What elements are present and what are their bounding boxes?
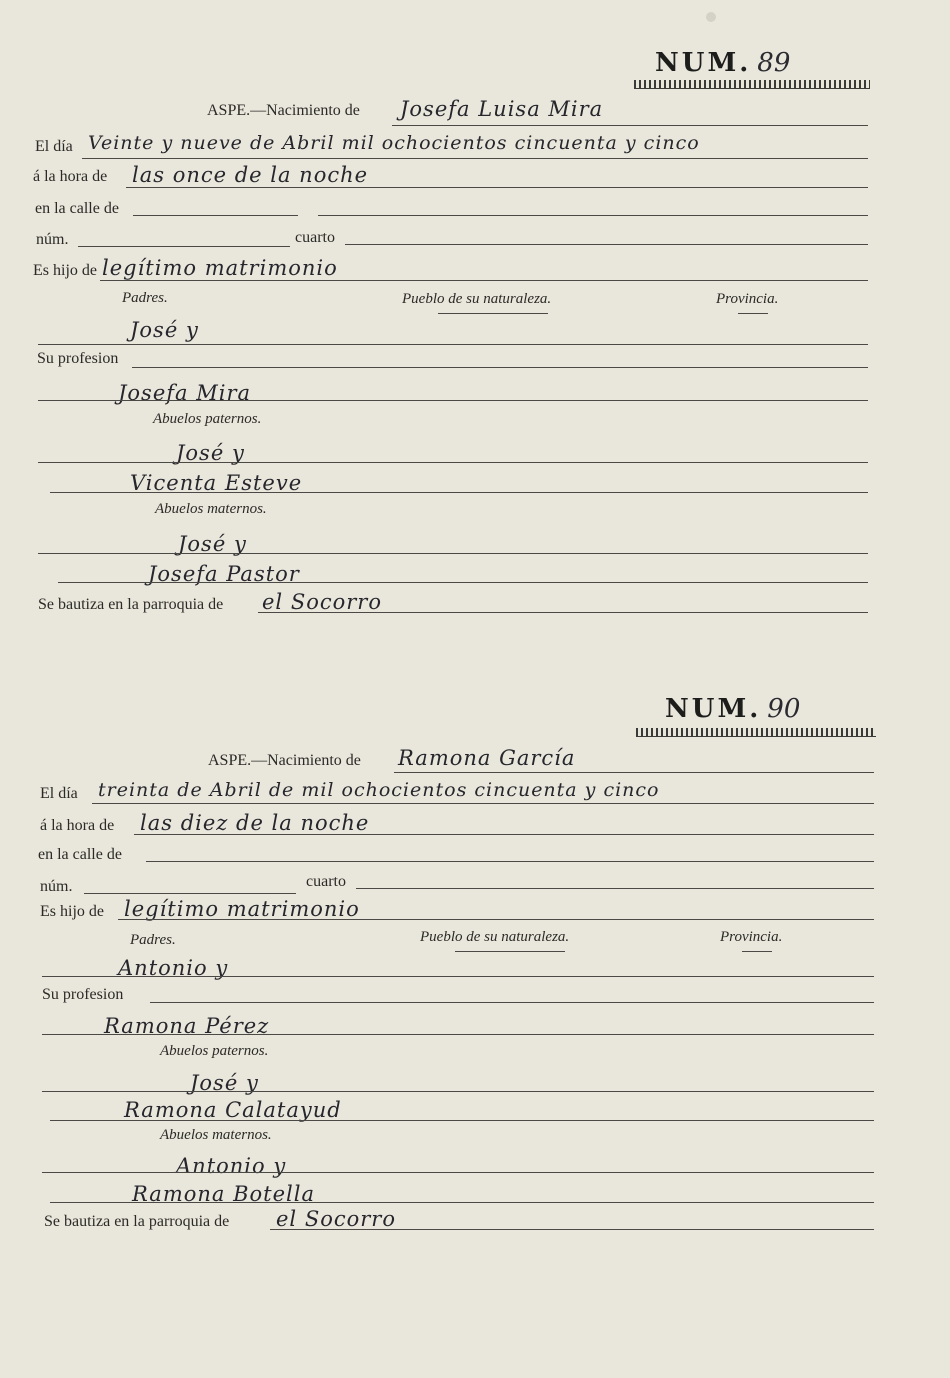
- dia-line: [92, 803, 874, 804]
- abuelo-materno-value: Antonio y: [176, 1154, 287, 1178]
- dia-value: Veinte y nueve de Abril mil ochocientos cincuenta y cinco: [88, 132, 700, 154]
- dia-value: treinta de Abril de mil ochocientos cincuenta y cinco: [98, 779, 660, 801]
- record-number: [665, 694, 800, 724]
- record-number-value: 90: [767, 694, 801, 724]
- abuela-paterna-line: [50, 492, 868, 493]
- place-label: ASPE.—Nacimiento de: [207, 102, 360, 119]
- dia-label: El día: [40, 785, 78, 802]
- padre-line: [42, 976, 874, 977]
- padre-value: José y: [130, 318, 199, 342]
- madre-value: Ramona Pérez: [104, 1014, 270, 1038]
- profesion-line: [132, 367, 868, 368]
- abuela-materna-line: [58, 582, 868, 583]
- name-line: [392, 125, 868, 126]
- abuela-materna-line: [50, 1202, 874, 1203]
- hijo-value: legítimo matrimonio: [124, 897, 360, 921]
- padre-value: Antonio y: [118, 956, 229, 980]
- abuela-materna-value: Josefa Pastor: [148, 562, 300, 586]
- padres-label: Padres.: [130, 932, 176, 948]
- parroquia-line: [258, 612, 868, 613]
- abuelo-paterno-value: José y: [190, 1071, 259, 1095]
- hora-line: [134, 834, 874, 835]
- abuela-paterna-line: [50, 1120, 874, 1121]
- pueblo-underline: [455, 951, 565, 952]
- pueblo-label: Pueblo de su naturaleza.: [420, 929, 570, 945]
- parroquia-value: el Socorro: [276, 1207, 396, 1231]
- number-ornament: [634, 80, 870, 89]
- calle-line-b: [318, 215, 868, 216]
- cuarto-line: [345, 244, 868, 245]
- madre-line: [42, 1034, 874, 1035]
- profesion-label: Su profesion: [42, 986, 124, 1003]
- parroquia-label: Se bautiza en la parroquia de: [44, 1213, 230, 1230]
- madre-line: [38, 400, 868, 401]
- abuelos-maternos-label: Abuelos maternos.: [160, 1127, 272, 1143]
- madre-value: Josefa Mira: [118, 381, 252, 405]
- provincia-label: Provincia.: [716, 291, 779, 307]
- record-number: [655, 48, 790, 78]
- hora-label: á la hora de: [40, 817, 115, 834]
- record-number-label: NUM.: [665, 694, 762, 724]
- child-name: Josefa Luisa Mira: [400, 97, 604, 121]
- record-number-label: NUM.: [655, 48, 752, 78]
- cuarto-label: cuarto: [295, 229, 335, 246]
- dia-label: El día: [35, 138, 73, 155]
- place-label: ASPE.—Nacimiento de: [208, 752, 361, 769]
- pueblo-underline: [438, 313, 548, 314]
- hijo-label: Es hijo de: [33, 262, 97, 279]
- abuela-materna-value: Ramona Botella: [132, 1182, 315, 1206]
- parroquia-line: [270, 1229, 874, 1230]
- parroquia-value: el Socorro: [262, 590, 382, 614]
- hijo-value: legítimo matrimonio: [102, 256, 338, 280]
- calle-label: en la calle de: [35, 200, 119, 217]
- abuelos-paternos-label: Abuelos paternos.: [153, 411, 262, 427]
- provincia-label: Provincia.: [720, 929, 783, 945]
- abuelo-paterno-line: [38, 462, 868, 463]
- record-number-value: 89: [757, 48, 791, 78]
- abuelo-paterno-line: [42, 1091, 874, 1092]
- pueblo-label: Pueblo de su naturaleza.: [402, 291, 552, 307]
- abuela-paterna-value: Ramona Calatayud: [124, 1098, 342, 1122]
- padre-line: [38, 344, 868, 345]
- profesion-line: [150, 1002, 874, 1003]
- abuelos-paternos-label: Abuelos paternos.: [160, 1043, 269, 1059]
- abuela-paterna-value: Vicenta Esteve: [130, 471, 303, 495]
- birth-record-89: [0, 0, 950, 640]
- padres-label: Padres.: [122, 290, 168, 306]
- dia-line: [82, 158, 868, 159]
- hijo-line: [118, 919, 874, 920]
- abuelos-maternos-label: Abuelos maternos.: [155, 501, 267, 517]
- calle-line-a: [133, 215, 298, 216]
- num-field-label: núm.: [40, 878, 73, 895]
- parroquia-label: Se bautiza en la parroquia de: [38, 596, 224, 613]
- calle-line: [146, 861, 874, 862]
- hijo-label: Es hijo de: [40, 903, 104, 920]
- num-line: [84, 893, 296, 894]
- provincia-underline: [738, 313, 768, 314]
- profesion-label: Su profesion: [37, 350, 119, 367]
- hijo-line: [100, 280, 868, 281]
- hora-label: á la hora de: [33, 168, 108, 185]
- abuelo-materno-value: José y: [178, 532, 247, 556]
- abuelo-materno-line: [42, 1172, 874, 1173]
- cuarto-label: cuarto: [306, 873, 346, 890]
- abuelo-paterno-value: José y: [176, 441, 245, 465]
- child-name: Ramona García: [398, 746, 576, 770]
- num-line: [78, 246, 290, 247]
- name-line: [394, 772, 874, 773]
- birth-record-90: [0, 642, 950, 1282]
- provincia-underline: [742, 951, 772, 952]
- calle-label: en la calle de: [38, 846, 122, 863]
- hora-value: las diez de la noche: [140, 811, 370, 835]
- number-ornament: [636, 728, 876, 737]
- hora-value: las once de la noche: [132, 163, 369, 187]
- num-field-label: núm.: [36, 231, 69, 248]
- hora-line: [126, 187, 868, 188]
- cuarto-line: [356, 888, 874, 889]
- abuelo-materno-line: [38, 553, 868, 554]
